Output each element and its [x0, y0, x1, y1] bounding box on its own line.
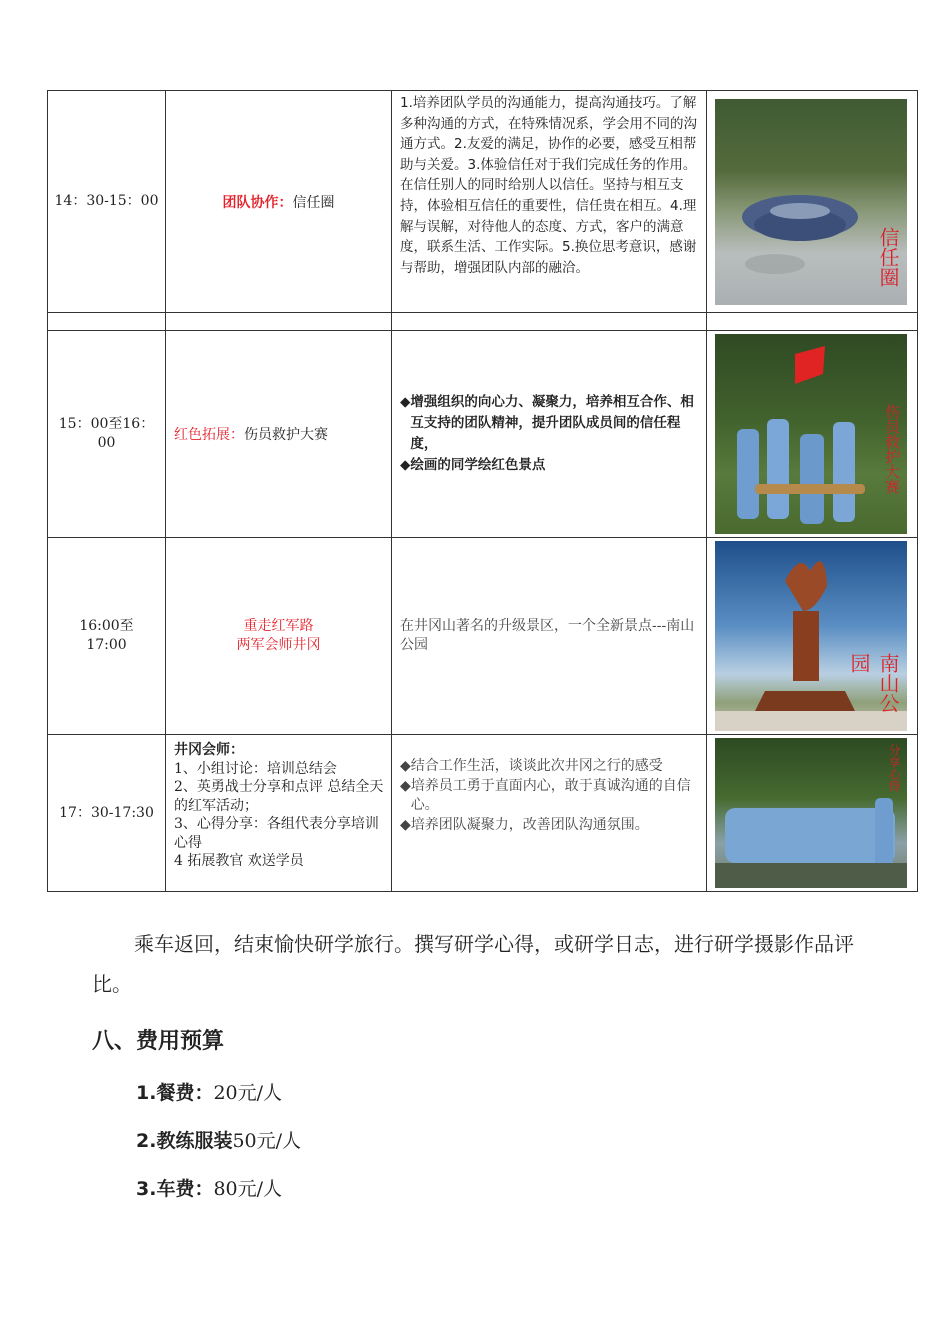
budget-value: 20元/人 — [213, 1082, 283, 1104]
bullet-item — [400, 455, 700, 476]
table-row — [48, 538, 918, 735]
spacer-row — [48, 313, 918, 331]
photo-caption: 南山公园 — [847, 653, 900, 713]
activity-line: 重走红军路 — [243, 618, 314, 634]
activity-name: 伤员救护大赛 — [244, 427, 328, 443]
time-cell: 16:00至17:00 — [48, 538, 166, 735]
activity-cell — [166, 91, 392, 313]
time-cell: 14：30-15：00 — [48, 91, 166, 313]
photo-cell — [707, 538, 918, 735]
diamond-bullet-icon: ◆ — [400, 457, 411, 473]
activity-category: 团队协作： — [222, 194, 293, 211]
budget-label: 1.餐费： — [136, 1082, 214, 1104]
photo-cell — [707, 331, 918, 538]
photo-caption: 信任圈 — [876, 226, 900, 287]
schedule-table — [47, 90, 918, 892]
description-cell: 在井冈山著名的升级景区，一个全新景点---南山公园 — [392, 538, 707, 735]
sharing-session-photo — [715, 738, 907, 888]
activity-item: 3、心得分享：各组代表分享培训心得 — [174, 816, 379, 851]
activity-item: 4 拓展教官 欢送学员 — [174, 853, 304, 869]
table-row — [48, 331, 918, 538]
activity-item: 2、英勇战士分享和点评 总结全天的红军活动； — [174, 779, 384, 814]
photo-caption: 伤员救护大赛 — [883, 404, 901, 494]
description-cell: 1.培养团队学员的沟通能力，提高沟通技巧。了解多种沟通的方式，在特殊情况系，学会用不同的沟通方式。2.友爱的满足，协作的必要，感受互相帮助与关爱。3.体验信任对于我们完成任务的作用。在信任别人的同时给别人以信任。坚持与相互支持，体验相互信任的重要性，信任贵在相互。4.理解与误解，对待他人的态度、方式，客户的满意度，联系生活、工作实际。5.换位思考意识，感谢与帮助，增强团队内部的融洽。 — [392, 91, 707, 313]
budget-value: 80元/人 — [213, 1178, 283, 1200]
activity-line: 两军会师井冈 — [236, 637, 321, 653]
table-row — [48, 735, 918, 892]
trust-circle-photo — [715, 99, 907, 305]
bullet-text: 增强组织的向心力、凝聚力，培养相互合作、相互支持的团队精神，提升团队成员间的信任程度， — [410, 394, 694, 452]
bullet-text: 结合工作生活，谈谈此次井冈之行的感受 — [410, 758, 663, 774]
activity-item: 1、小组讨论：培训总结会 — [174, 760, 337, 777]
table-row — [48, 91, 918, 313]
activity-title: 井冈会师： — [174, 742, 244, 758]
activity-name: 信任圈 — [292, 194, 335, 211]
diamond-bullet-icon: ◆ — [400, 758, 411, 774]
photo-cell — [707, 735, 918, 892]
description-cell — [392, 331, 707, 538]
photo-caption: 分享心得 — [887, 744, 901, 792]
bullet-text: 绘画的同学绘红色景点 — [410, 457, 546, 473]
activity-cell — [166, 735, 392, 892]
activity-cell — [166, 538, 392, 735]
closing-paragraph: 乘车返回，结束愉快研学旅行。撰写研学心得，或研学日志，进行研学摄影作品评比。 — [92, 932, 854, 996]
photo-cell — [707, 91, 918, 313]
rescue-contest-photo — [715, 334, 907, 534]
activity-category: 红色拓展： — [174, 427, 244, 443]
time-cell: 15：00至16：00 — [48, 331, 166, 538]
diamond-bullet-icon: ◆ — [400, 777, 411, 794]
activity-cell — [166, 331, 392, 538]
section-title: 八、费用预算 — [92, 1029, 225, 1054]
bullet-item — [400, 757, 700, 777]
description-cell — [392, 735, 707, 892]
budget-item — [136, 1174, 282, 1201]
budget-value: 50元/人 — [232, 1130, 302, 1152]
diamond-bullet-icon: ◆ — [400, 394, 411, 410]
budget-label: 3.车费： — [136, 1178, 214, 1200]
diamond-bullet-icon: ◆ — [400, 816, 411, 833]
bullet-item — [400, 777, 700, 816]
time-cell: 17：30-17:30 — [48, 735, 166, 892]
bullet-text: 培养员工勇于直面内心，敢于真诚沟通的自信心。 — [410, 777, 691, 813]
bullet-text: 培养团队凝聚力，改善团队沟通氛围。 — [410, 816, 649, 833]
budget-item — [136, 1078, 282, 1105]
budget-item — [136, 1126, 301, 1153]
nanshan-park-photo — [715, 541, 907, 731]
bullet-item — [400, 392, 700, 455]
budget-label: 2.教练服装 — [136, 1130, 233, 1152]
bullet-item — [400, 816, 700, 836]
